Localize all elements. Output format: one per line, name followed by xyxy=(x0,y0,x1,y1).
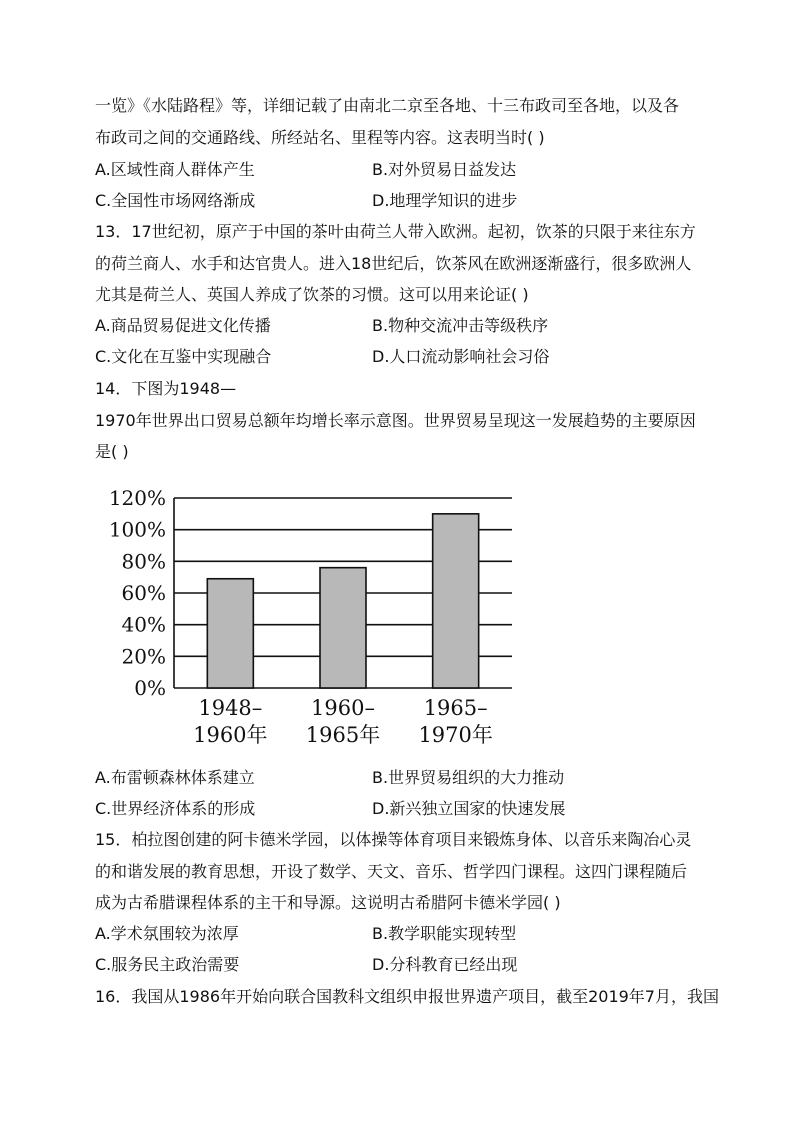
q12-option-c[interactable]: C.全国性市场网络渐成 xyxy=(95,191,256,210)
q14-option-d[interactable]: D.新兴独立国家的快速发展 xyxy=(372,799,566,818)
q12-option-b[interactable]: B.对外贸易日益发达 xyxy=(372,160,517,179)
x-tick-label: 1965年 xyxy=(305,723,381,747)
q12-option-a[interactable]: A.区域性商人群体产生 xyxy=(95,160,255,179)
q12-stem-line-1: 一览》《水陆路程》等，详细记载了由南北二京至各地、十三布政司至各地，以及各 xyxy=(95,96,680,115)
x-tick-label: 1948– xyxy=(198,696,263,720)
x-tick-label: 1960年 xyxy=(193,723,268,747)
y-tick-label: 40% xyxy=(121,612,166,637)
y-tick-label: 20% xyxy=(121,644,166,669)
q14-stem-line-1: 14．下图为1948— xyxy=(95,379,237,398)
x-tick-label: 1960– xyxy=(311,696,375,720)
bar xyxy=(433,514,479,688)
q13-option-b[interactable]: B.物种交流冲击等级秩序 xyxy=(372,316,549,335)
q12-stem-line-2: 布政司之间的交通路线、所经站名、里程等内容。这表明当时( ) xyxy=(95,128,545,147)
q13-stem-line-3: 尤其是荷兰人、英国人养成了饮茶的习惯。这可以用来论证( ) xyxy=(95,285,529,304)
q14-stem-line-2: 1970年世界出口贸易总额年均增长率示意图。世界贸易呈现这一发展趋势的主要原因 xyxy=(95,411,696,430)
q12-option-d[interactable]: D.地理学知识的进步 xyxy=(372,191,518,210)
chart-y-tick-labels xyxy=(109,486,166,700)
q13-stem-line-1: 13．17世纪初，原产于中国的茶叶由荷兰人带入欧洲。起初，饮茶的只限于来往东方 xyxy=(95,222,696,241)
growth-rate-bar-chart xyxy=(100,480,530,750)
q15-option-b[interactable]: B.教学职能实现转型 xyxy=(372,924,517,943)
y-tick-label: 0% xyxy=(134,676,166,700)
q15-stem-line-2: 的和谐发展的教育思想，开设了数学、天文、音乐、哲学四门课程。这四门课程随后 xyxy=(95,862,688,881)
q15-stem-line-3: 成为古希腊课程体系的主干和导源。这说明古希腊阿卡德米学园( ) xyxy=(95,893,561,912)
q13-option-a[interactable]: A.商品贸易促进文化传播 xyxy=(95,316,271,335)
bar xyxy=(320,568,366,688)
q15-option-d[interactable]: D.分科教育已经出现 xyxy=(372,955,518,974)
q13-stem-line-2: 的荷兰商人、水手和达官贵人。进入18世纪后，饮茶风在欧洲逐渐盛行，很多欧洲人 xyxy=(95,254,692,273)
chart-bars xyxy=(207,514,478,688)
q15-option-c[interactable]: C.服务民主政治需要 xyxy=(95,955,240,974)
x-tick-label: 1965– xyxy=(423,696,488,720)
y-tick-label: 80% xyxy=(121,549,166,574)
q14-option-a[interactable]: A.布雷顿森林体系建立 xyxy=(95,768,255,787)
q14-stem-line-3: 是( ) xyxy=(95,442,129,461)
q16-stem-line-1: 16．我国从1986年开始向联合国教科文组织申报世界遗产项目，截至2019年7月，我国 xyxy=(95,987,719,1006)
q15-option-a[interactable]: A.学术氛围较为浓厚 xyxy=(95,924,239,943)
q13-option-d[interactable]: D.人口流动影响社会习俗 xyxy=(372,347,550,366)
y-tick-label: 60% xyxy=(121,581,166,605)
chart-x-tick-labels xyxy=(193,696,493,747)
y-tick-label: 100% xyxy=(108,517,166,542)
q13-option-c[interactable]: C.文化在互鉴中实现融合 xyxy=(95,347,272,366)
bar xyxy=(207,579,253,688)
q15-stem-line-1: 15．柏拉图创建的阿卡德米学园，以体操等体育项目来锻炼身体、以音乐来陶冶心灵 xyxy=(95,830,692,849)
x-tick-label: 1970年 xyxy=(418,723,493,747)
q14-option-c[interactable]: C.世界经济体系的形成 xyxy=(95,799,256,818)
q14-option-b[interactable]: B.世界贸易组织的大力推动 xyxy=(372,768,565,787)
y-tick-label: 120% xyxy=(108,486,166,510)
